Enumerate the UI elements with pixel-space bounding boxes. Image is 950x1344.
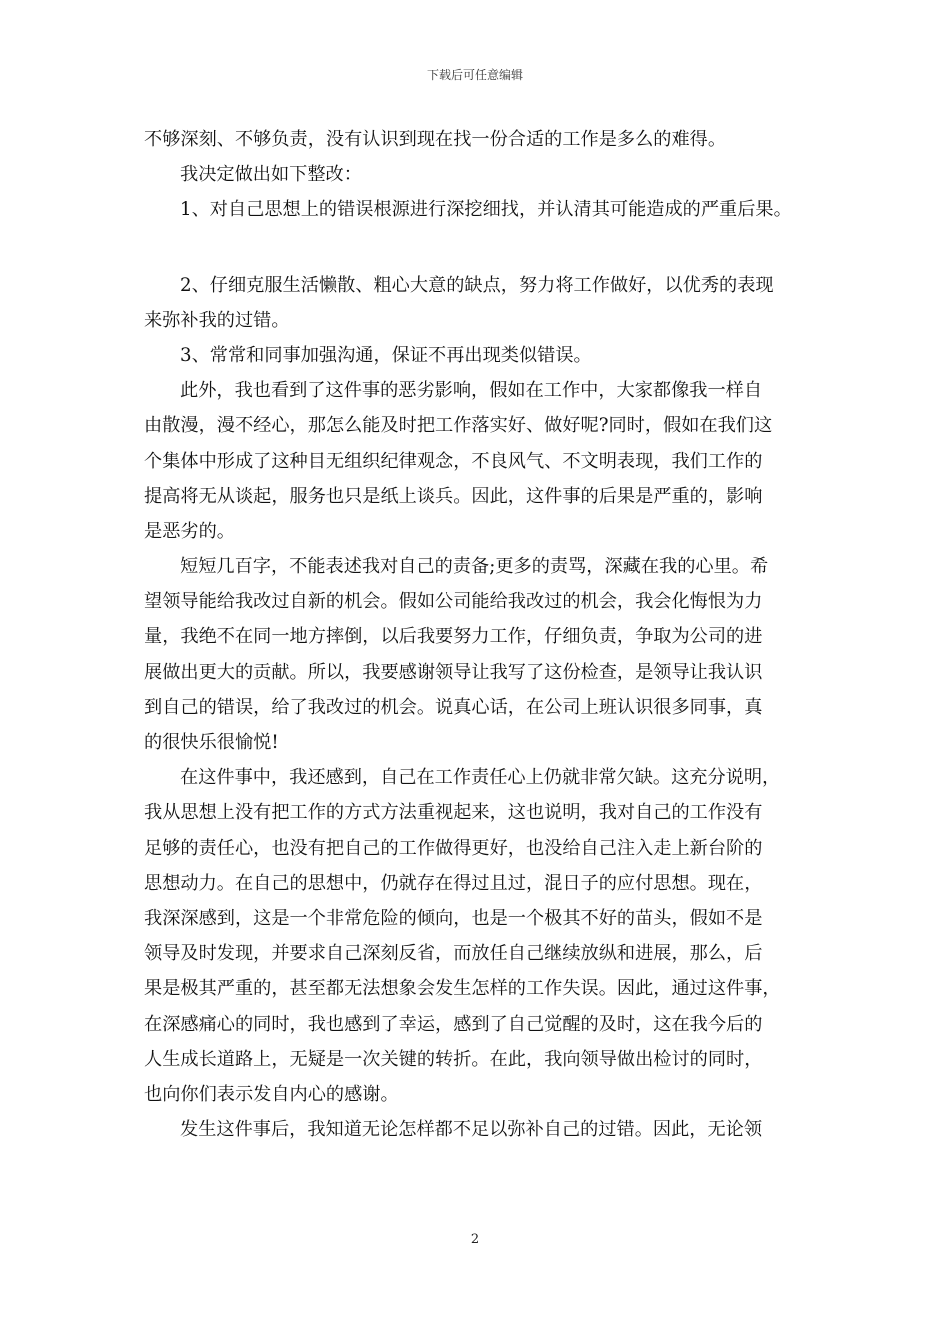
text-line: 来弥补我的过错。 <box>144 309 290 331</box>
text-line: 提高将无从谈起，服务也只是纸上谈兵。因此，这件事的后果是严重的，影响 <box>144 485 763 507</box>
paragraph-start: 短短几百字，不能表述我对自己的责备;更多的责骂，深藏在我的心里。希 <box>180 556 769 578</box>
text-line: 足够的责任心，也没有把自己的工作做得更好，也没给自己注入走上新台阶的 <box>144 837 763 859</box>
text-line: 果是极其严重的，甚至都无法想象会发生怎样的工作失误。因此，通过这件事， <box>144 978 781 1000</box>
page-number: 2 <box>470 1232 480 1247</box>
text-line: 望领导能给我改过自新的机会。假如公司能给我改过的机会，我会化悔恨为力 <box>144 591 763 613</box>
page-header: 下载后可任意编辑 <box>426 68 523 82</box>
list-item-1: 1、对自己思想上的错误根源进行深挖细找，并认清其可能造成的严重后果。 <box>180 199 792 221</box>
text-line: 的很快乐很愉悦! <box>144 732 279 753</box>
document-body <box>144 122 820 1147</box>
text-line: 也向你们表示发自内心的感谢。 <box>144 1083 399 1105</box>
text-line: 量，我绝不在同一地方摔倒，以后我要努力工作，仔细负责，争取为公司的进 <box>144 626 763 648</box>
text-line: 是恶劣的。 <box>144 520 235 542</box>
text-line: 在深感痛心的同时，我也感到了幸运，感到了自己觉醒的及时，这在我今后的 <box>144 1013 763 1035</box>
text-line: 不够深刻、不够负责，没有认识到现在找一份合适的工作是多么的难得。 <box>144 129 727 150</box>
paragraph-start: 发生这件事后，我知道无论怎样都不足以弥补自己的过错。因此，无论领 <box>180 1119 763 1141</box>
text-line: 到自己的错误，给了我改过的机会。说真心话，在公司上班认识很多同事，真 <box>144 696 763 718</box>
text-line: 个集体中形成了这种目无组织纪律观念，不良风气、不文明表现，我们工作的 <box>144 450 763 472</box>
list-item-3: 3、常常和同事加强沟通，保证不再出现类似错误。 <box>180 344 592 366</box>
text-line: 我深深感到，这是一个非常危险的倾向，也是一个极其不好的苗头，假如不是 <box>144 907 763 929</box>
paragraph-start: 在这件事中，我还感到，自己在工作责任心上仍就非常欠缺。这充分说明， <box>180 767 781 789</box>
paragraph-start: 此外，我也看到了这件事的恶劣影响，假如在工作中，大家都像我一样自 <box>180 380 763 402</box>
text-line: 展做出更大的贡献。所以，我要感谢领导让我写了这份检查，是领导让我认识 <box>144 661 763 683</box>
text-line: 人生成长道路上，无疑是一次关键的转折。在此，我向领导做出检讨的同时， <box>144 1048 763 1070</box>
text-line: 我从思想上没有把工作的方式方法重视起来，这也说明，我对自己的工作没有 <box>144 802 763 824</box>
text-line: 思想动力。在自己的思想中，仍就存在得过且过，混日子的应付思想。现在， <box>144 872 763 894</box>
text-line: 领导及时发现，并要求自己深刻反省，而放任自己继续放纵和进展，那么，后 <box>144 943 763 965</box>
list-item-2: 2、仔细克服生活懒散、粗心大意的缺点，努力将工作做好，以优秀的表现 <box>180 274 774 296</box>
text-line: 由散漫，漫不经心，那怎么能及时把工作落实好、做好呢?同时，假如在我们这 <box>144 415 773 437</box>
paragraph-gap <box>144 228 820 268</box>
text-line: 我决定做出如下整改： <box>180 164 362 186</box>
